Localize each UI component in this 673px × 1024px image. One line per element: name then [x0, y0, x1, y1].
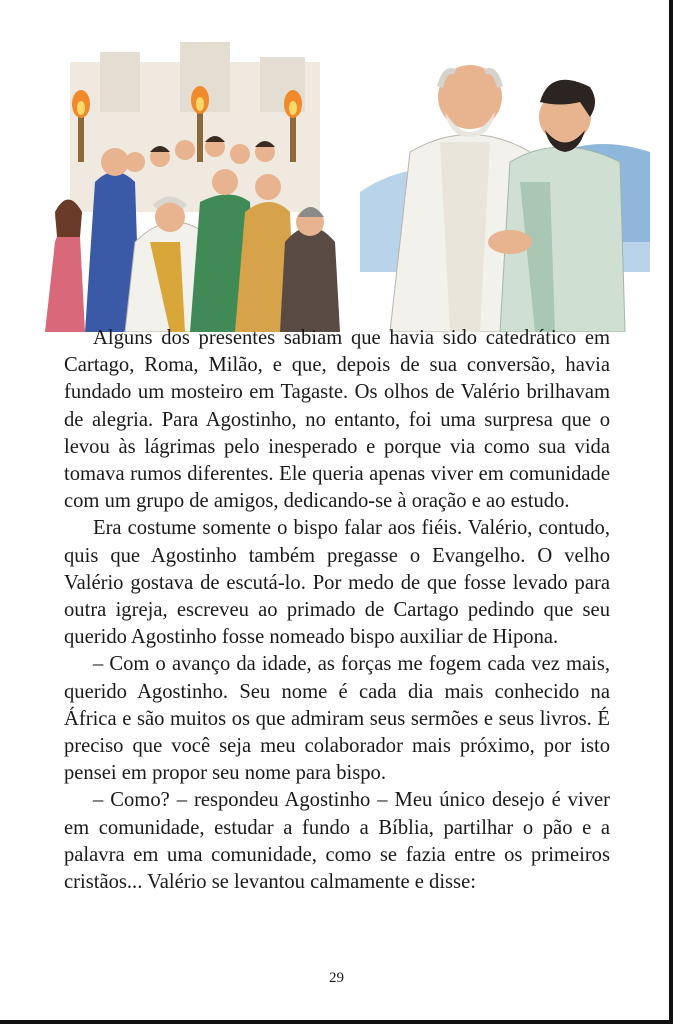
paragraph: Alguns dos presentes sabiam que havia sido catedrático em Cartago, Roma, Milão, e que, depois de sua conversão, havia fundado um mosteiro em Tagaste. Os olhos de Valério brilhavam de alegria. Para Agostinho, no entanto, foi uma surpresa que o levou às lágrimas pelo inesperado e porque via como sua vida tomava rumos diferentes. Ele queria apenas viver em comunidade com um grupo de amigos, dedicando-se à oração e ao estudo. [64, 327, 610, 513]
paragraph: Era costume somente o bispo falar aos fiéis. Valério, contudo, quis que Agostinho também pregasse o Evangelho. O velho Valério gostava de escutá-lo. Por medo de que fosse levado para outra igreja, escreveu ao primado de Cartago pedindo que seu querido Agostinho fosse nomeado bispo auxiliar de Hipona. [64, 517, 610, 649]
illustrations [40, 42, 640, 332]
paragraph: – Com o avanço da idade, as forças me fogem cada vez mais, querido Agostinho. Seu nome é cada dia mais conhecido na África e são muitos os que admiram seus sermões e seus livros. É preciso que você seja meu colaborador mais próximo, por isto pensei em propor seu nome para bispo. [64, 653, 610, 785]
crowd-illustration [40, 42, 350, 332]
paragraph: – Como? – respondeu Agostinho – Meu único desejo é viver em comunidade, estudar a fundo a Bíblia, partilhar o pão e a palavra em uma comunidade, como se fazia entre os primeiros cristãos... Valério se levantou calmamente e disse: [64, 789, 610, 894]
body-text [64, 325, 610, 896]
page-number: 29 [329, 970, 344, 986]
valerio-agostinho-illustration [360, 42, 650, 332]
